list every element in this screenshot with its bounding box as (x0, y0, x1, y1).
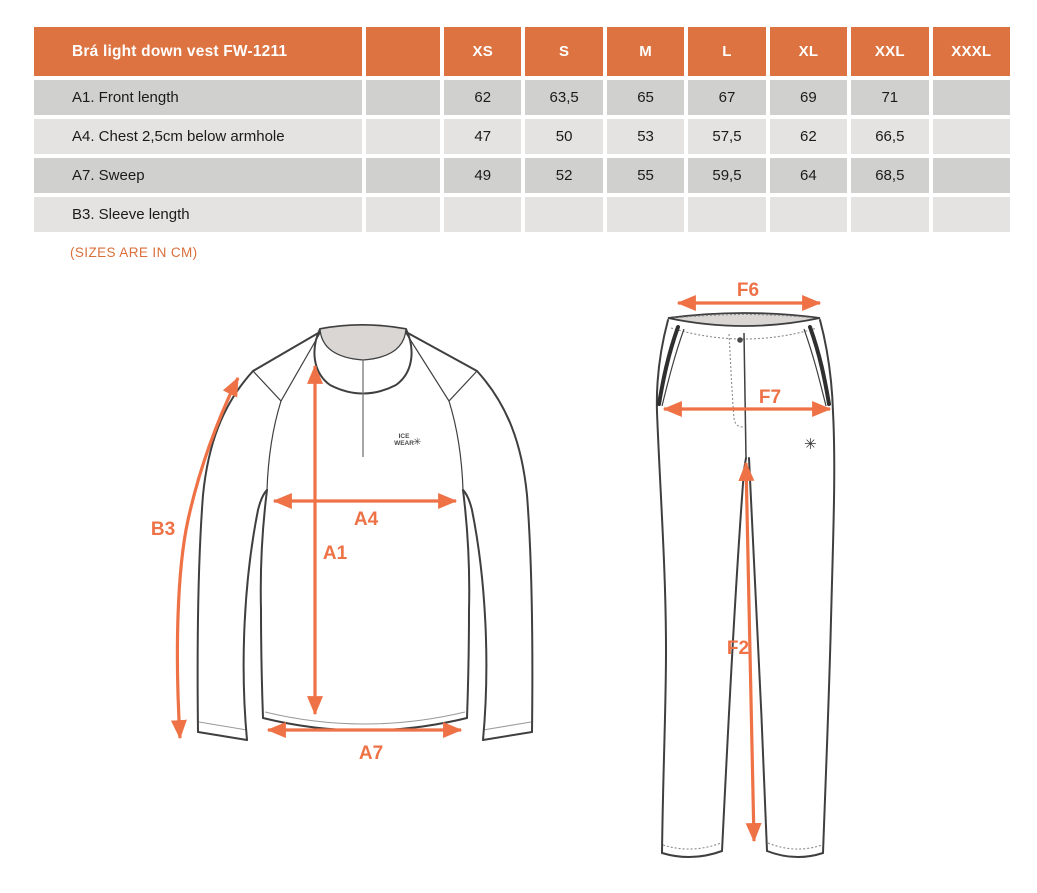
table-row-sleeve-length (34, 197, 1010, 232)
logo-text-ice: ICE (398, 433, 410, 440)
value-cell: 62 (770, 119, 847, 154)
value-cell (851, 197, 928, 232)
blank-header-cell (366, 27, 440, 76)
size-header-xxl: XXL (851, 27, 928, 76)
size-header-l: L (688, 27, 765, 76)
pants-right-hem-stitch (768, 843, 822, 849)
value-cell: 52 (525, 158, 602, 193)
size-header-m: M (607, 27, 684, 76)
blank-cell (366, 197, 440, 232)
garment-diagram-canvas (0, 270, 1037, 893)
value-cell: 65 (607, 80, 684, 115)
pants-right-hem (767, 851, 823, 857)
pants-snowflake-icon: ✳ (804, 435, 817, 453)
pants-left-pocket (659, 327, 678, 404)
value-cell: 59,5 (688, 158, 765, 193)
a4-label: A4 (353, 509, 379, 530)
value-cell: 67 (688, 80, 765, 115)
value-cell (607, 197, 684, 232)
b3-label: B3 (150, 519, 176, 540)
value-cell: 55 (607, 158, 684, 193)
measurement-diagrams (0, 270, 1037, 893)
value-cell (444, 197, 521, 232)
row-label: A1. Front length (34, 80, 362, 115)
shirt-left-cuff-seam (199, 722, 247, 730)
b3-sleeve-arrow (177, 378, 238, 738)
row-label: B3. Sleeve length (34, 197, 362, 232)
size-header-xxxl: XXXL (933, 27, 1010, 76)
shirt-body-right (463, 490, 469, 718)
value-cell (688, 197, 765, 232)
shirt-right-shoulder-line (406, 332, 477, 371)
table-row-sweep (34, 158, 1010, 193)
sizes-in-cm-note: (SIZES ARE IN CM) (70, 245, 198, 260)
value-cell (525, 197, 602, 232)
table-row-chest (34, 119, 1010, 154)
f2-label: F2 (726, 638, 750, 659)
value-cell (933, 119, 1010, 154)
row-label: A4. Chest 2,5cm below armhole (34, 119, 362, 154)
pants-center-front (744, 333, 746, 458)
pants-right-pocket (810, 327, 829, 404)
size-table (30, 23, 1014, 236)
shirt-left-cuff (198, 732, 247, 740)
blank-cell (366, 158, 440, 193)
shirt-right-sleeve-outer (477, 371, 532, 732)
size-header-xl: XL (770, 27, 847, 76)
value-cell: 50 (525, 119, 602, 154)
shirt-right-raglan-seam (449, 401, 463, 490)
icewear-logo (394, 433, 421, 448)
table-title: Brá light down vest FW-1211 (34, 27, 362, 76)
pants-waistband (668, 313, 820, 326)
pants-button (737, 337, 743, 343)
a1-label: A1 (322, 543, 348, 564)
blank-cell (366, 80, 440, 115)
row-label: A7. Sweep (34, 158, 362, 193)
shirt-right-cuff (483, 732, 532, 740)
value-cell: 53 (607, 119, 684, 154)
value-cell (933, 197, 1010, 232)
shirt-body-left (261, 490, 267, 718)
value-cell: 68,5 (851, 158, 928, 193)
logo-text-wear: WEAR (394, 440, 414, 447)
value-cell: 57,5 (688, 119, 765, 154)
value-cell: 64 (770, 158, 847, 193)
value-cell: 71 (851, 80, 928, 115)
shirt-right-cuff-seam (483, 722, 531, 730)
value-cell: 66,5 (851, 119, 928, 154)
pants-left-hem (662, 851, 722, 857)
value-cell (933, 80, 1010, 115)
size-header-s: S (525, 27, 602, 76)
size-header-xs: XS (444, 27, 521, 76)
blank-cell (366, 119, 440, 154)
value-cell: 49 (444, 158, 521, 193)
shirt-drawing (151, 325, 532, 764)
value-cell: 63,5 (525, 80, 602, 115)
pants-left-hem-stitch (663, 843, 721, 849)
pants-fly-stitch (729, 334, 743, 427)
value-cell: 62 (444, 80, 521, 115)
table-row-front-length (34, 80, 1010, 115)
f7-label: F7 (758, 387, 782, 408)
shirt-left-raglan-seam (267, 401, 281, 490)
snowflake-icon: ✳ (413, 437, 422, 448)
value-cell: 69 (770, 80, 847, 115)
header-row (34, 27, 1010, 76)
pants-drawing (657, 280, 834, 857)
f6-label: F6 (736, 280, 760, 301)
value-cell (770, 197, 847, 232)
shirt-collar-inner (320, 325, 406, 360)
shirt-left-sleeve-outer (198, 371, 253, 732)
a7-label: A7 (358, 743, 384, 764)
shirt-right-shoulder-seam (406, 333, 477, 401)
value-cell: 47 (444, 119, 521, 154)
value-cell (933, 158, 1010, 193)
shirt-hem-seam (265, 712, 465, 724)
shirt-left-shoulder-seam (253, 333, 320, 401)
